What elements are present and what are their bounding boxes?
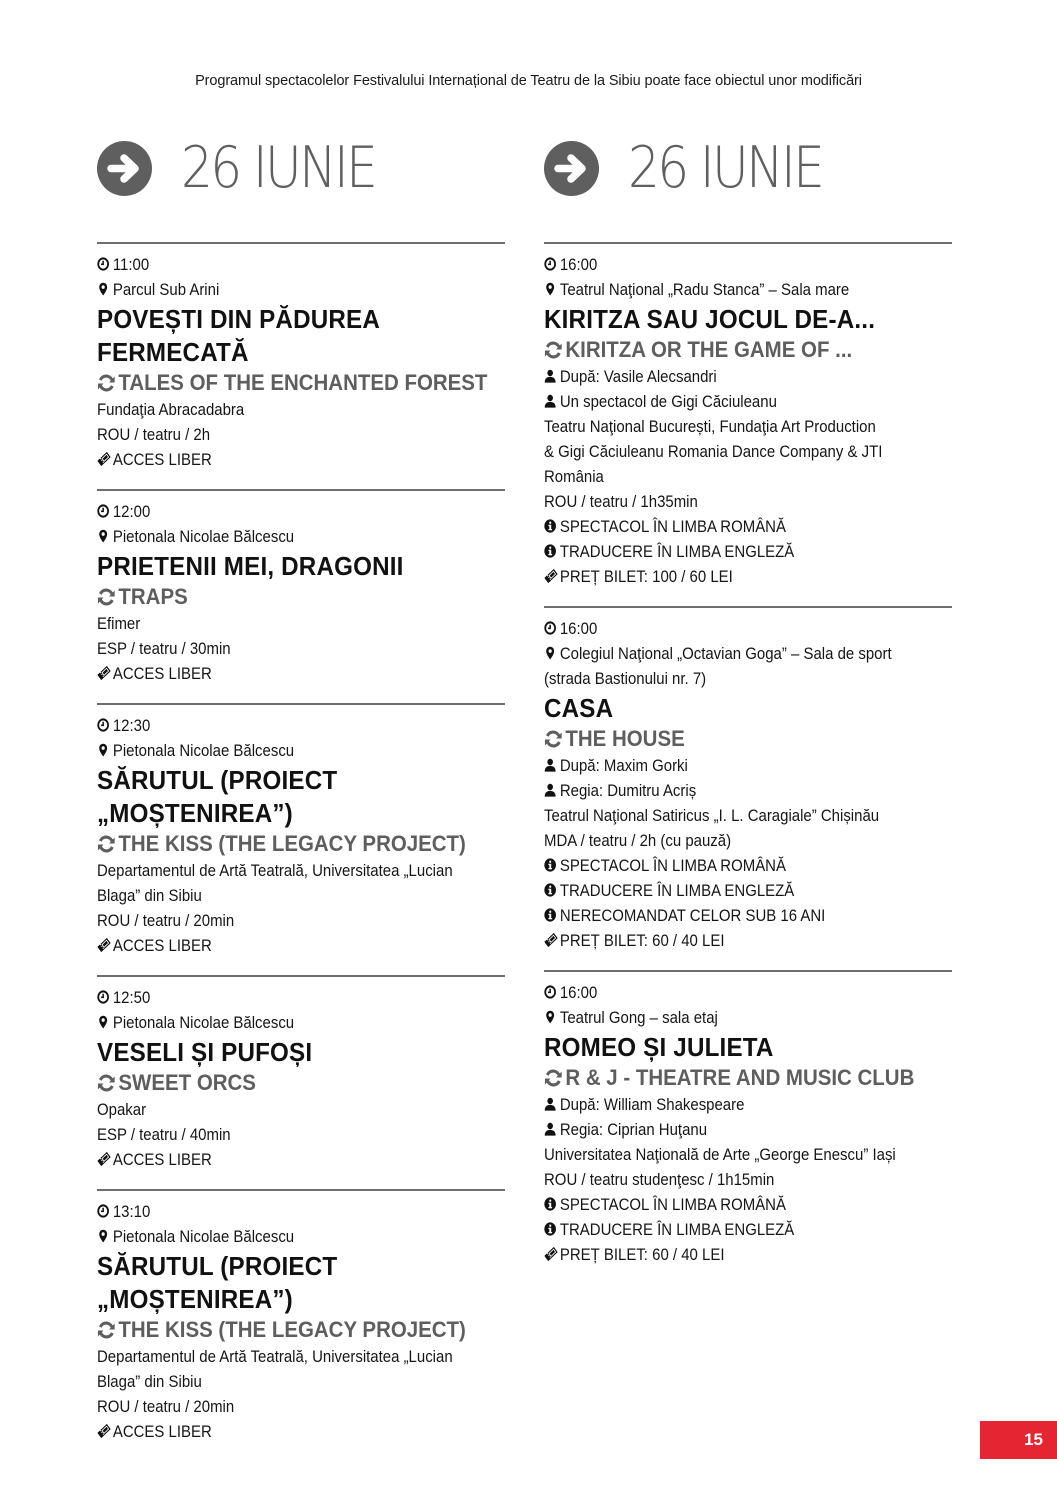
refresh-icon — [544, 341, 563, 359]
event-ticket — [97, 447, 506, 472]
event-details-text: ROU / teatru / 20min — [97, 911, 235, 930]
event-credit — [544, 1117, 953, 1142]
event-title-text: KIRITZA SAU JOCUL DE-A... — [544, 304, 876, 334]
event-time-text: 11:00 — [112, 255, 150, 274]
event-venue-text: Colegiul Naţional „Octavian Goga” – Sala de sport — [559, 644, 892, 663]
event-venue-text: (strada Bastionului nr. 7) — [544, 669, 707, 688]
event-venue-text: Pietonala Nicolae Bălcescu — [112, 1227, 295, 1246]
event-venue — [544, 641, 953, 666]
refresh-icon — [544, 1069, 563, 1087]
event-ticket-text: ACCES LIBER — [112, 450, 212, 469]
event-details-text: ESP / teatru / 30min — [97, 639, 231, 658]
event-company-text: & Gigi Căciuleanu Romania Dance Company & JTI — [544, 442, 883, 461]
user-icon — [544, 758, 556, 772]
event-english-title — [544, 1063, 923, 1092]
ticket-icon — [97, 666, 109, 680]
event-time — [97, 1199, 506, 1224]
event-title-text: CASA — [544, 693, 614, 723]
event-title-text: FERMECATĂ — [97, 337, 249, 367]
ticket-icon — [97, 1424, 109, 1438]
map-marker-icon — [97, 1229, 109, 1243]
refresh-icon — [97, 374, 116, 392]
event-title — [97, 764, 507, 796]
clock-icon — [97, 1204, 109, 1218]
map-marker-icon — [97, 529, 109, 543]
event-venue — [97, 738, 506, 763]
event-info-note — [544, 514, 953, 539]
event-title-text: PRIETENII MEI, DRAGONII — [97, 551, 404, 581]
info-circle-icon — [544, 1197, 556, 1211]
event-venue-text: Pietonala Nicolae Bălcescu — [112, 741, 295, 760]
event-info-note — [544, 1217, 953, 1242]
event-company — [97, 883, 506, 908]
event-credit-text: Regia: Dumitru Acriș — [559, 781, 697, 800]
event-title — [544, 692, 954, 724]
info-circle-icon — [544, 908, 556, 922]
event-english-title — [97, 829, 476, 858]
event-time-text: 16:00 — [559, 619, 598, 638]
event-entry — [97, 975, 505, 1172]
event-ticket — [97, 1419, 506, 1444]
event-details-text: ROU / teatru / 2h — [97, 425, 211, 444]
event-info-note-text: TRADUCERE ÎN LIMBA ENGLEZĂ — [559, 542, 795, 561]
event-entry — [97, 703, 505, 958]
event-company — [97, 1369, 506, 1394]
event-details-text: ROU / teatru studenţesc / 1h15min — [544, 1170, 775, 1189]
event-info-note-text: SPECTACOL ÎN LIMBA ROMÂNĂ — [559, 1195, 786, 1214]
event-ticket — [544, 1242, 953, 1267]
refresh-icon — [97, 1321, 116, 1339]
event-ticket-text: ACCES LIBER — [112, 1422, 212, 1441]
event-ticket — [544, 564, 953, 589]
event-company — [544, 439, 953, 464]
event-english-title — [97, 1068, 476, 1097]
event-time — [544, 252, 953, 277]
event-company — [97, 1097, 506, 1122]
map-marker-icon — [544, 282, 556, 296]
event-english-title-text: KIRITZA OR THE GAME OF ... — [565, 337, 853, 362]
event-info-note — [544, 878, 953, 903]
event-info-note — [544, 853, 953, 878]
event-venue — [544, 666, 953, 691]
arrow-right-circle-icon — [97, 141, 152, 196]
event-title — [544, 303, 954, 335]
user-icon — [544, 1097, 556, 1111]
user-icon — [544, 369, 556, 383]
info-circle-icon — [544, 519, 556, 533]
event-ticket — [544, 928, 953, 953]
event-english-title — [97, 1315, 476, 1344]
event-time-text: 16:00 — [559, 255, 598, 274]
event-info-note-text: SPECTACOL ÎN LIMBA ROMÂNĂ — [559, 517, 786, 536]
event-credit — [544, 753, 953, 778]
event-time-text: 16:00 — [559, 983, 598, 1002]
event-english-title-text: SWEET ORCS — [118, 1070, 256, 1095]
event-english-title-text: THE HOUSE — [565, 726, 685, 751]
event-ticket-text: ACCES LIBER — [112, 1150, 212, 1169]
event-details — [97, 636, 506, 661]
event-venue — [97, 277, 506, 302]
ticket-icon — [544, 1247, 556, 1261]
event-credit — [544, 1092, 953, 1117]
event-info-note — [544, 539, 953, 564]
column-left — [97, 136, 505, 1444]
event-credit-text: După: William Shakespeare — [559, 1095, 745, 1114]
event-info-note-text: TRADUCERE ÎN LIMBA ENGLEZĂ — [559, 1220, 795, 1239]
info-circle-icon — [544, 858, 556, 872]
event-time-text: 12:30 — [112, 716, 151, 735]
event-time-text: 12:50 — [112, 988, 151, 1007]
event-info-note-text: SPECTACOL ÎN LIMBA ROMÂNĂ — [559, 856, 786, 875]
event-title — [97, 1283, 507, 1315]
event-credit — [544, 364, 953, 389]
event-credit-text: După: Maxim Gorki — [559, 756, 688, 775]
event-entry — [544, 606, 952, 953]
event-company-text: Blaga” din Sibiu — [97, 1372, 202, 1391]
refresh-icon — [97, 1074, 116, 1092]
event-venue — [97, 1010, 506, 1035]
event-venue-text: Teatrul Gong – sala etaj — [559, 1008, 718, 1027]
event-details-text: ESP / teatru / 40min — [97, 1125, 231, 1144]
event-time — [97, 985, 506, 1010]
event-title-text: „MOȘTENIREA”) — [97, 1284, 293, 1314]
event-company — [97, 397, 506, 422]
event-company-text: Departamentul de Artă Teatrală, Universitatea „Lucian — [97, 861, 453, 880]
schedule-change-notice: Programul spectacolelor Festivalului Internațional de Teatru de la Sibiu poate face obiectul unor modificări — [195, 73, 862, 89]
event-title — [97, 336, 507, 368]
user-icon — [544, 394, 556, 408]
clock-icon — [97, 990, 109, 1004]
ticket-icon — [544, 569, 556, 583]
event-venue-text: Parcul Sub Arini — [112, 280, 220, 299]
event-info-note-text: NERECOMANDAT CELOR SUB 16 ANI — [559, 906, 826, 925]
event-company — [544, 803, 953, 828]
column-right — [544, 136, 952, 1267]
event-company-text: Teatru Naţional București, Fundaţia Art Production — [544, 417, 876, 436]
day-header — [544, 136, 952, 200]
event-company-text: România — [544, 467, 604, 486]
event-ticket-text: ACCES LIBER — [112, 936, 212, 955]
event-english-title-text: THE KISS (THE LEGACY PROJECT) — [118, 831, 466, 856]
event-company — [544, 414, 953, 439]
event-venue-text: Pietonala Nicolae Bălcescu — [112, 527, 295, 546]
map-marker-icon — [97, 1015, 109, 1029]
clock-icon — [97, 718, 109, 732]
event-company-text: Blaga” din Sibiu — [97, 886, 202, 905]
refresh-icon — [97, 835, 116, 853]
event-english-title — [544, 724, 923, 753]
clock-icon — [544, 257, 556, 271]
event-entry — [97, 242, 505, 472]
event-time — [544, 616, 953, 641]
event-details — [97, 1122, 506, 1147]
arrow-right-circle-icon — [544, 141, 599, 196]
event-company-text: Teatrul Naţional Satiricus „I. L. Caragiale” Chișinău — [544, 806, 880, 825]
info-circle-icon — [544, 883, 556, 897]
event-details-text: ROU / teatru / 1h35min — [544, 492, 698, 511]
event-details — [97, 1394, 506, 1419]
event-time — [97, 252, 506, 277]
event-entry — [97, 1189, 505, 1444]
event-time — [97, 499, 506, 524]
day-title: 26 IUNIE — [628, 134, 823, 201]
event-title — [97, 1036, 507, 1068]
user-icon — [544, 783, 556, 797]
event-english-title-text: THE KISS (THE LEGACY PROJECT) — [118, 1317, 466, 1342]
event-ticket-text: PREȚ BILET: 100 / 60 LEI — [559, 567, 733, 586]
event-venue — [544, 277, 953, 302]
event-entry — [544, 242, 952, 589]
event-details-text: ROU / teatru / 20min — [97, 1397, 235, 1416]
event-title-text: SĂRUTUL (PROIECT — [97, 1251, 338, 1281]
event-credit — [544, 778, 953, 803]
event-company — [544, 1142, 953, 1167]
event-credit-text: După: Vasile Alecsandri — [559, 367, 717, 386]
event-time — [97, 713, 506, 738]
event-company-text: Efimer — [97, 614, 141, 633]
event-company-text: Departamentul de Artă Teatrală, Universitatea „Lucian — [97, 1347, 453, 1366]
event-details — [544, 489, 953, 514]
ticket-icon — [97, 938, 109, 952]
page-number: 15 — [980, 1421, 1057, 1459]
event-title-text: VESELI ȘI PUFOȘI — [97, 1037, 313, 1067]
event-title — [544, 1031, 954, 1063]
day-header — [97, 136, 505, 200]
map-marker-icon — [97, 282, 109, 296]
event-venue — [97, 1224, 506, 1249]
event-ticket-text: ACCES LIBER — [112, 664, 212, 683]
event-title — [97, 550, 507, 582]
clock-icon — [97, 257, 109, 271]
event-english-title — [97, 582, 476, 611]
event-ticket — [97, 661, 506, 686]
refresh-icon — [97, 588, 116, 606]
event-credit-text: Regia: Ciprian Huţanu — [559, 1120, 708, 1139]
event-time — [544, 980, 953, 1005]
event-entry — [544, 970, 952, 1267]
event-company — [97, 1344, 506, 1369]
event-title-text: ROMEO ȘI JULIETA — [544, 1032, 774, 1062]
event-details-text: MDA / teatru / 2h (cu pauză) — [544, 831, 732, 850]
map-marker-icon — [544, 1010, 556, 1024]
event-venue-text: Pietonala Nicolae Bălcescu — [112, 1013, 295, 1032]
day-title: 26 IUNIE — [181, 134, 376, 201]
event-credit-text: Un spectacol de Gigi Căciuleanu — [559, 392, 777, 411]
event-details — [544, 1167, 953, 1192]
event-english-title — [97, 368, 488, 397]
event-english-title — [544, 335, 923, 364]
clock-icon — [544, 985, 556, 999]
map-marker-icon — [97, 743, 109, 757]
event-venue — [97, 524, 506, 549]
ticket-icon — [97, 1152, 109, 1166]
event-company — [97, 611, 506, 636]
refresh-icon — [544, 730, 563, 748]
event-venue-text: Teatrul Naţional „Radu Stanca” – Sala mare — [559, 280, 850, 299]
event-ticket — [97, 933, 506, 958]
event-details — [544, 828, 953, 853]
event-details — [97, 422, 506, 447]
event-title — [97, 1250, 507, 1282]
ticket-icon — [97, 452, 109, 466]
event-english-title-text: R & J - THEATRE AND MUSIC CLUB — [565, 1065, 915, 1090]
info-circle-icon — [544, 544, 556, 558]
event-time-text: 13:10 — [112, 1202, 151, 1221]
event-title-text: „MOȘTENIREA”) — [97, 798, 293, 828]
event-title-text: POVEȘTI DIN PĂDUREA — [97, 304, 380, 334]
event-ticket-text: PREȚ BILET: 60 / 40 LEI — [559, 1245, 725, 1264]
event-details — [97, 908, 506, 933]
event-company — [97, 858, 506, 883]
user-icon — [544, 1122, 556, 1136]
info-circle-icon — [544, 1222, 556, 1236]
event-company-text: Universitatea Naţională de Arte „George Enescu” Iași — [544, 1145, 896, 1164]
event-company — [544, 464, 953, 489]
event-title — [97, 303, 507, 335]
event-title-text: SĂRUTUL (PROIECT — [97, 765, 338, 795]
event-info-note — [544, 1192, 953, 1217]
event-info-note — [544, 903, 953, 928]
event-info-note-text: TRADUCERE ÎN LIMBA ENGLEZĂ — [559, 881, 795, 900]
event-time-text: 12:00 — [112, 502, 151, 521]
event-title — [97, 797, 507, 829]
event-entry — [97, 489, 505, 686]
event-credit — [544, 389, 953, 414]
clock-icon — [544, 621, 556, 635]
clock-icon — [97, 504, 109, 518]
event-ticket — [97, 1147, 506, 1172]
event-ticket-text: PREȚ BILET: 60 / 40 LEI — [559, 931, 725, 950]
event-venue — [544, 1005, 953, 1030]
ticket-icon — [544, 933, 556, 947]
event-company-text: Fundaţia Abracadabra — [97, 400, 245, 419]
map-marker-icon — [544, 646, 556, 660]
event-english-title-text: TALES OF THE ENCHANTED FOREST — [118, 370, 488, 395]
event-english-title-text: TRAPS — [118, 584, 188, 609]
event-company-text: Opakar — [97, 1100, 147, 1119]
